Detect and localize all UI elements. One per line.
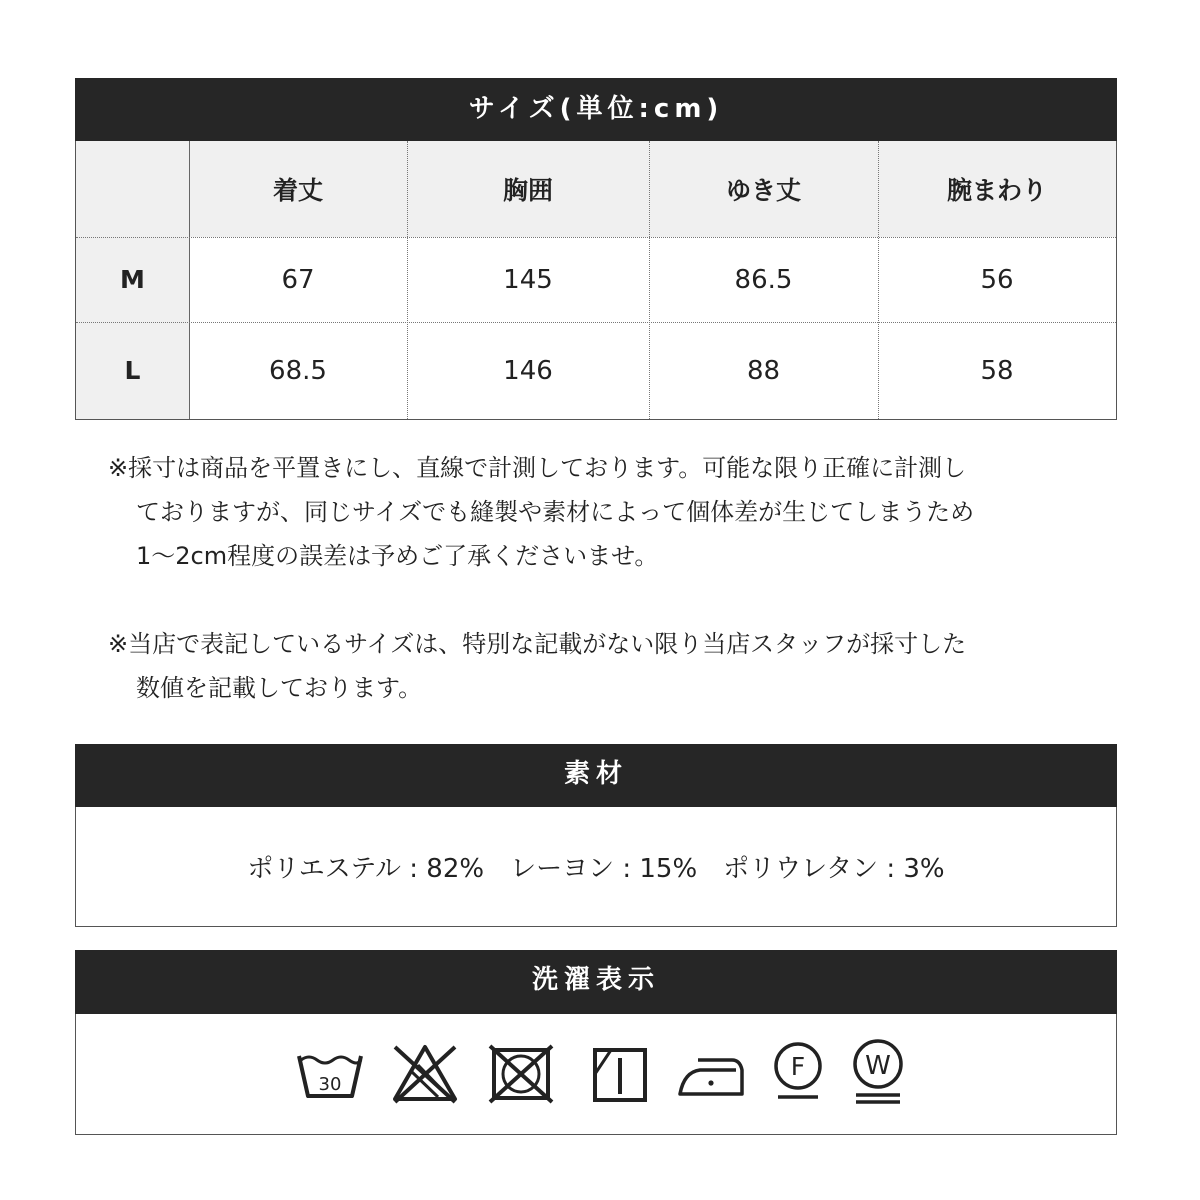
table-divider	[407, 141, 408, 419]
table-cell: 146	[503, 355, 553, 386]
table-divider	[189, 141, 190, 419]
material-section-title: 素材	[75, 744, 1117, 807]
iron-low-icon	[676, 1054, 746, 1098]
size-table	[75, 141, 1117, 420]
care-section-title: 洗濯表示	[75, 950, 1117, 1014]
note-line: 数値を記載しております。	[136, 674, 423, 702]
dry-clean-f-icon	[772, 1040, 824, 1102]
wet-clean-label: W	[865, 1051, 891, 1081]
table-cell: 58	[980, 355, 1014, 386]
no-bleach-icon	[390, 1042, 460, 1106]
column-header-arm: 腕まわり	[878, 141, 1116, 237]
column-header-chest: 胸囲	[407, 141, 649, 237]
wash-30-icon	[296, 1050, 364, 1102]
row-header-m: M	[76, 237, 189, 322]
table-cell: 145	[503, 264, 553, 295]
material-composition: ポリエステル : 82% レーヨン : 15% ポリウレタン : 3%	[247, 854, 945, 884]
wash-temp-label: 30	[318, 1074, 342, 1095]
table-cell: 67	[281, 264, 315, 295]
table-divider	[76, 237, 1116, 238]
table-cell: 86.5	[734, 264, 793, 295]
row-header-l: L	[76, 322, 189, 419]
note-line: ※採寸は商品を平置きにし、直線で計測しております。可能な限り正確に計測し	[108, 454, 967, 482]
column-header-length: 着丈	[189, 141, 407, 237]
no-tumble-dry-icon	[488, 1044, 554, 1104]
note-line: ておりますが、同じサイズでも縫製や素材によって個体差が生じてしまうため	[136, 498, 975, 526]
table-corner-cell	[76, 141, 189, 237]
note-line: ※当店で表記しているサイズは、特別な記載がない限り当店スタッフが採寸した	[108, 630, 967, 658]
table-cell: 56	[980, 264, 1014, 295]
table-divider	[649, 141, 650, 419]
material-box	[75, 807, 1117, 927]
size-section-title: サイズ(単位:cm)	[75, 78, 1117, 142]
table-divider	[878, 141, 879, 419]
column-header-sleeve: ゆき丈	[649, 141, 878, 237]
note-line: 1〜2cm程度の誤差は予めご了承くださいませ。	[136, 542, 659, 570]
size-note	[108, 622, 1108, 710]
care-icons-row	[76, 1014, 1116, 1134]
measurement-note	[108, 446, 1108, 578]
table-divider	[76, 322, 1116, 323]
line-dry-icon	[591, 1046, 649, 1104]
dry-clean-label: F	[790, 1052, 806, 1081]
table-cell: 88	[746, 355, 781, 386]
table-cell: 68.5	[269, 355, 327, 386]
wet-clean-w-icon	[850, 1038, 906, 1106]
care-label-box	[75, 1014, 1117, 1135]
